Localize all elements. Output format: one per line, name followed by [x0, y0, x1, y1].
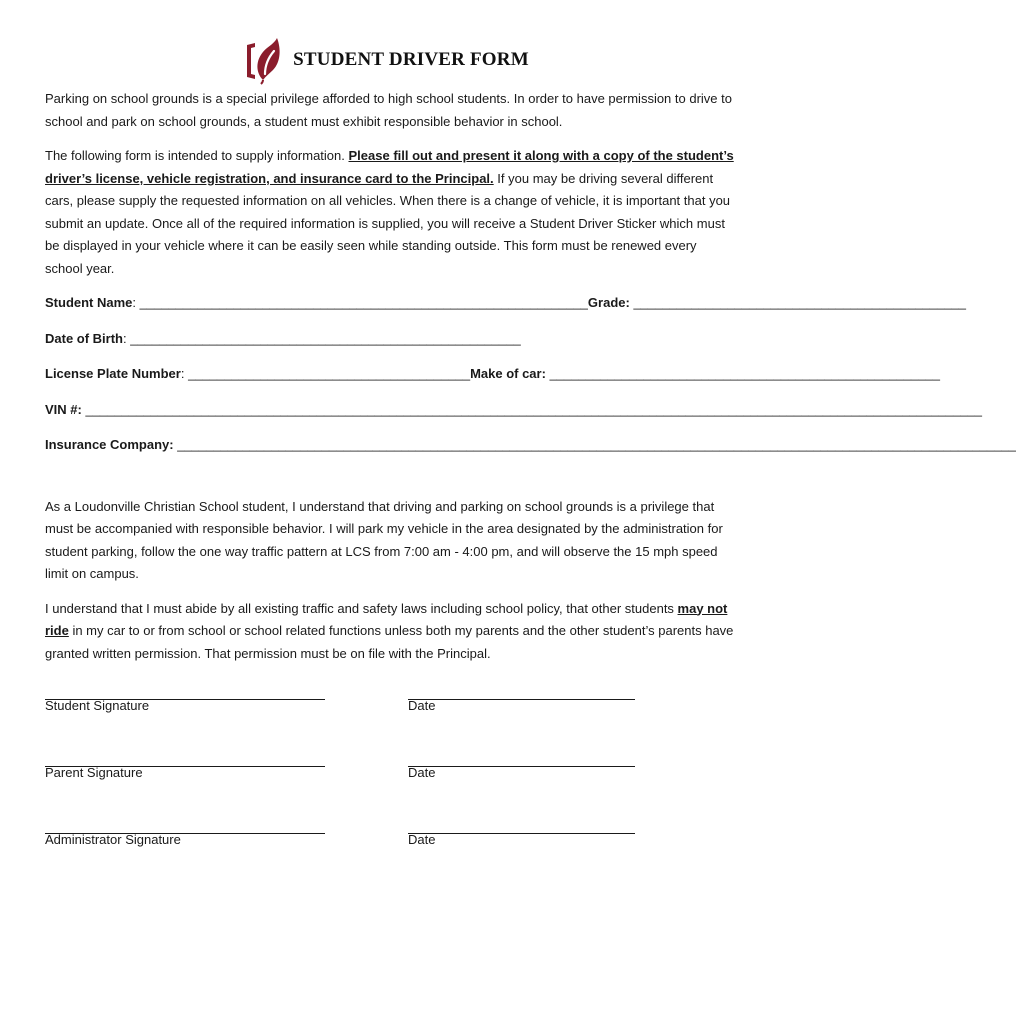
administrator-signature-block: [45, 811, 735, 878]
student-date-line[interactable]: [408, 677, 635, 700]
student-name-input-line[interactable]: ______________________________________________________________: [139, 295, 588, 310]
dob-colon: :: [123, 330, 127, 346]
form-title: STUDENT DRIVER FORM: [293, 49, 529, 70]
student-name-colon: :: [132, 295, 137, 310]
agreement-p2-text: I understand that I must abide by all existing traffic and safety laws including school policy, that other students: [45, 600, 678, 616]
agreement-paragraph-1: As a Loudonville Christian School student, I understand that driving and parking on school grounds is a privilege that must be accompanied with responsible behavior. I will park my vehicle in the area designated by the administration for student parking, follow the one way traffic pattern at LCS from 7:00 am - 4:00 pm, and will observe the 15 mph speed limit on campus.: [45, 498, 723, 581]
intro-p2-text-end: If you may be driving several different cars, please supply the requested information on all vehicles. When there is a change of vehicle, it is important that you submit an update. Once all of the required information is supplied, you will receive a Student Driver Sticker which must be displayed in your vehicle where it can be easily seen while standing outside. This form must be renewed every school year.: [45, 170, 731, 276]
intro-paragraph-1: Parking on school grounds is a special privilege afforded to high school students. In order to have permission to drive to school and park on school grounds, a student must exhibit responsible behavior in school.: [45, 91, 732, 129]
parent-signature-block: [45, 744, 735, 811]
dob-input-line[interactable]: ______________________________________________________: [130, 330, 521, 346]
student-name-row: [45, 292, 967, 328]
agreement-p2-text-end: in my car to or from school or school related functions unless both my parents and the other student’s parents have granted written permission. That permission must be on file with the Principal.: [45, 623, 734, 661]
student-name-label: Student Name: [45, 295, 133, 310]
intro-p2-emphasis: Please fill out and present it along with a copy of the student’s driver’s license, vehicle registration, and insurance card to the Principal.: [45, 148, 734, 186]
make-label: Make of car:: [470, 366, 546, 381]
vin-row: [45, 399, 982, 435]
insurance-row: [45, 434, 1016, 470]
license-plate-input-line[interactable]: _______________________________________: [188, 366, 471, 381]
dob-row: [45, 328, 735, 364]
dob-label: Date of Birth: [45, 330, 123, 346]
administrator-date-label: Date: [408, 832, 436, 847]
insurance-input-line[interactable]: ____________________________________________________________________________________________________________________: [177, 437, 1016, 452]
intro-p2-text: The following form is intended to supply information.: [45, 148, 349, 163]
license-plate-colon: :: [180, 366, 185, 381]
vin-label: VIN #:: [45, 401, 82, 417]
parent-date-line[interactable]: [408, 744, 635, 767]
form-content: [45, 88, 1016, 878]
administrator-date-line[interactable]: [408, 811, 635, 834]
agreement-p2-emphasis: may not ride: [45, 600, 728, 638]
parent-signature-label: Parent Signature: [45, 765, 143, 780]
grade-input-line[interactable]: ______________________________________________: [633, 295, 967, 310]
student-signature-label: Student Signature: [45, 698, 150, 713]
license-row: [45, 363, 940, 399]
intro-paragraph-2: [45, 145, 735, 280]
form-header: [0, 34, 770, 86]
school-leaf-logo-icon: [241, 36, 285, 84]
make-input-line[interactable]: ______________________________________________________: [549, 366, 940, 381]
administrator-signature-label: Administrator Signature: [45, 832, 181, 847]
grade-label: Grade:: [587, 295, 630, 310]
student-signature-block: [45, 677, 735, 744]
student-date-label: Date: [408, 698, 436, 713]
agreement-paragraph-2: [45, 598, 735, 666]
insurance-label: Insurance Company:: [45, 437, 174, 452]
vin-input-line[interactable]: ____________________________________________________________________________________________________________________________: [85, 401, 982, 417]
parent-date-label: Date: [408, 765, 436, 780]
license-plate-label: License Plate Number: [45, 366, 181, 381]
